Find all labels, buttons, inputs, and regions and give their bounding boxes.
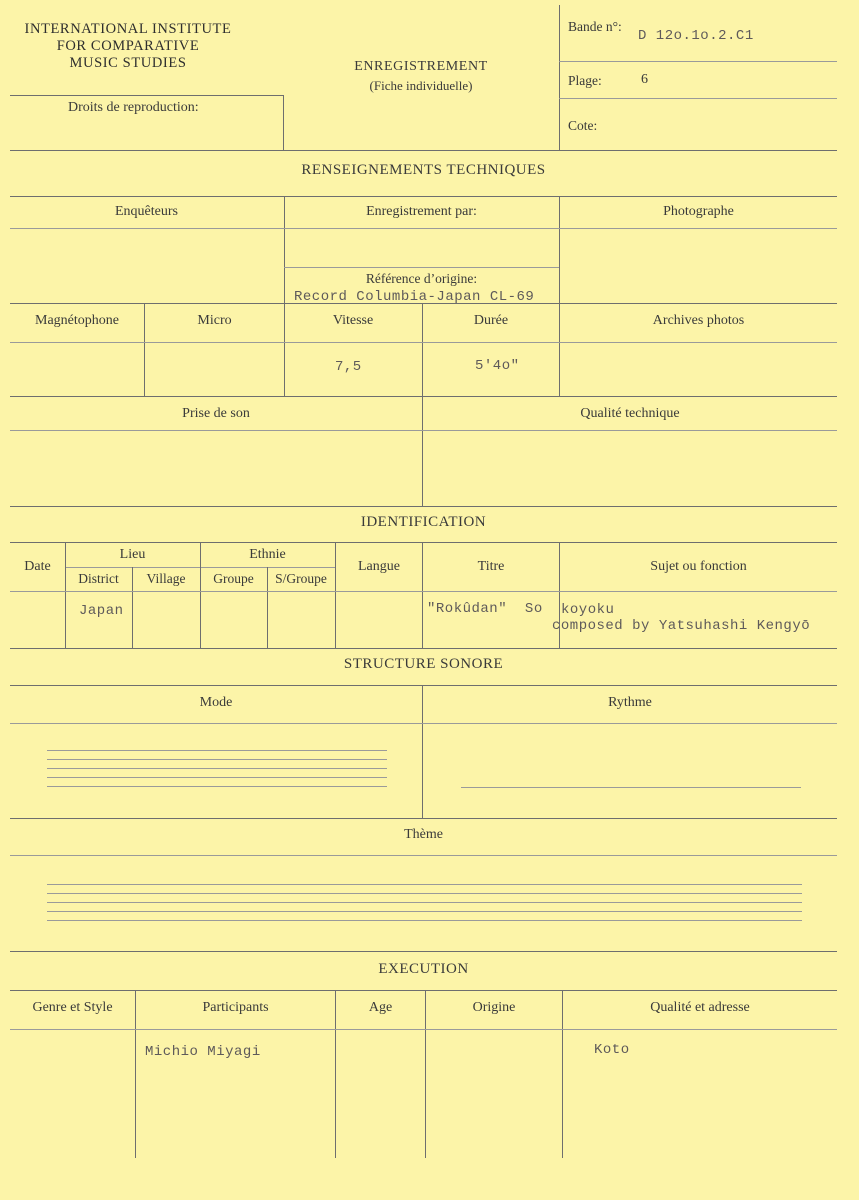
institute-line-2: FOR COMPARATIVE — [56, 38, 200, 54]
photographe-label: Photographe — [663, 204, 734, 219]
ethnie-label: Ethnie — [249, 547, 286, 562]
enregistrement-par-label: Enregistrement par: — [366, 204, 477, 219]
groupe-label: Groupe — [213, 571, 254, 586]
reference-value: Record Columbia-Japan CL-69 — [294, 289, 535, 305]
qualite-technique-label: Qualité technique — [580, 406, 680, 421]
sujet-value-line-2: composed by Yatsuhashi Kengyō — [552, 618, 811, 634]
duree-label: Durée — [473, 313, 509, 328]
rythme-line — [461, 787, 801, 788]
qualite-adresse-label: Qualité et adresse — [650, 1000, 750, 1015]
section-execution: EXECUTION — [378, 961, 469, 977]
vitesse-label: Vitesse — [332, 313, 374, 328]
district-label: District — [78, 571, 119, 586]
theme-label: Thème — [404, 827, 443, 842]
lieu-label: Lieu — [119, 547, 146, 562]
droits-label: Droits de reproduction: — [68, 100, 199, 115]
date-label: Date — [24, 559, 51, 574]
section-renseignements: RENSEIGNEMENTS TECHNIQUES — [301, 162, 546, 178]
archives-photos-label: Archives photos — [652, 313, 745, 328]
vitesse-value: 7,5 — [335, 359, 362, 375]
enregistrement-title: ENREGISTREMENT — [354, 59, 488, 74]
qualite-adresse-value: Koto — [594, 1042, 630, 1058]
village-label: Village — [146, 571, 186, 586]
sujet-value-line-1: koyoku — [561, 602, 615, 618]
institute-name — [8, 21, 248, 72]
sujet-label: Sujet ou fonction — [650, 559, 747, 574]
rythme-label: Rythme — [608, 695, 652, 710]
prise-de-son-label: Prise de son — [182, 406, 250, 421]
mode-label: Mode — [199, 695, 233, 710]
bande-label: Bande n°: — [568, 19, 622, 34]
participant-value: Michio Miyagi — [145, 1044, 261, 1060]
micro-label: Micro — [197, 313, 232, 328]
age-label: Age — [368, 1000, 393, 1015]
institute-line-3: MUSIC STUDIES — [69, 55, 187, 71]
plage-value: 6 — [641, 72, 648, 87]
titre-label: Titre — [477, 559, 505, 574]
plage-label: Plage: — [568, 73, 602, 88]
participants-label: Participants — [202, 1000, 269, 1015]
titre-value: "Rokûdan" So — [427, 601, 543, 617]
enregistrement-subtitle: (Fiche individuelle) — [369, 78, 473, 93]
bande-value: D 12o.1o.2.C1 — [638, 28, 754, 44]
duree-value: 5'4o" — [475, 358, 520, 374]
genre-style-label: Genre et Style — [32, 1000, 113, 1015]
cote-label: Cote: — [568, 118, 598, 133]
langue-label: Langue — [358, 559, 400, 574]
section-structure-sonore: STRUCTURE SONORE — [343, 656, 504, 672]
section-identification: IDENTIFICATION — [360, 514, 487, 530]
district-value: Japan — [79, 603, 124, 619]
institute-line-1: INTERNATIONAL INSTITUTE — [24, 21, 232, 37]
origine-label: Origine — [472, 1000, 516, 1015]
magnetophone-label: Magnétophone — [35, 313, 119, 328]
reference-label: Référence d’origine: — [365, 271, 478, 286]
sgroupe-label: S/Groupe — [275, 571, 327, 586]
enqueteurs-label: Enquêteurs — [115, 204, 178, 219]
